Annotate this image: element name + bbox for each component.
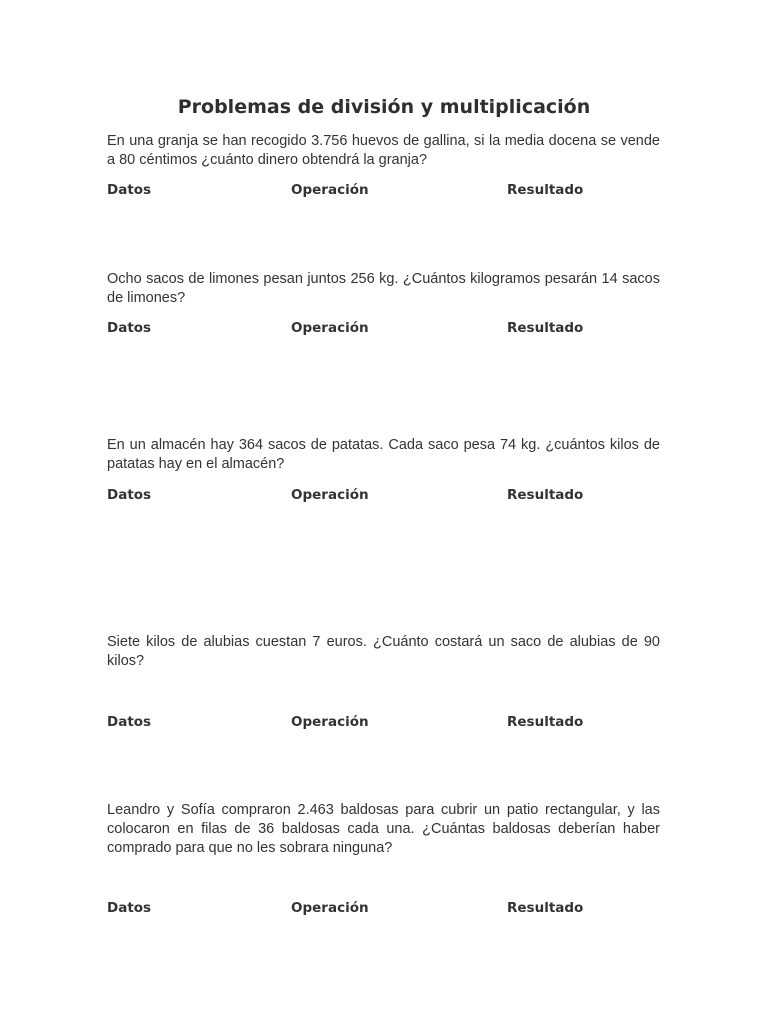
page-title: Problemas de división y multiplicación [177,96,591,118]
operacion-label: Operación [291,900,369,916]
operacion-label: Operación [291,182,369,198]
problem-2-labels [0,318,768,338]
resultado-label: Resultado [507,487,584,503]
problem-3-text: En un almacén hay 364 sacos de patatas. Cada saco pesa 74 kg. ¿cuántos kilos de patatas hay en el almacén? [107,437,660,472]
resultado-label: Resultado [507,320,584,336]
problem-2-text: Ocho sacos de limones pesan juntos 256 kg. ¿Cuántos kilogramos pesarán 14 sacos de limones? [107,271,660,306]
operacion-label: Operación [291,714,369,730]
problem-1-text: En una granja se han recogido 3.756 huevos de gallina, si la media docena se vende a 80 céntimos ¿cuánto dinero obtendrá la granja? [107,133,660,168]
datos-label: Datos [107,487,152,503]
problem-4-text: Siete kilos de alubias cuestan 7 euros. ¿Cuánto costará un saco de alubias de 90 kilos? [107,634,660,669]
datos-label: Datos [107,320,152,336]
operacion-label: Operación [291,320,369,336]
problem-4-labels [0,712,768,732]
resultado-label: Resultado [507,182,584,198]
operacion-label: Operación [291,487,369,503]
resultado-label: Resultado [507,714,584,730]
resultado-label: Resultado [507,900,584,916]
problem-5-labels [0,898,768,918]
problem-5-text: Leandro y Sofía compraron 2.463 baldosas para cubrir un patio rectangular, y las colocaron en filas de 36 baldosas cada una. ¿Cuántas baldosas deberían haber comprado para que no les sobrara ninguna? [107,802,660,856]
problem-3-labels [0,485,768,505]
problem-1-labels [0,180,768,200]
datos-label: Datos [107,182,152,198]
datos-label: Datos [107,714,152,730]
datos-label: Datos [107,900,152,916]
